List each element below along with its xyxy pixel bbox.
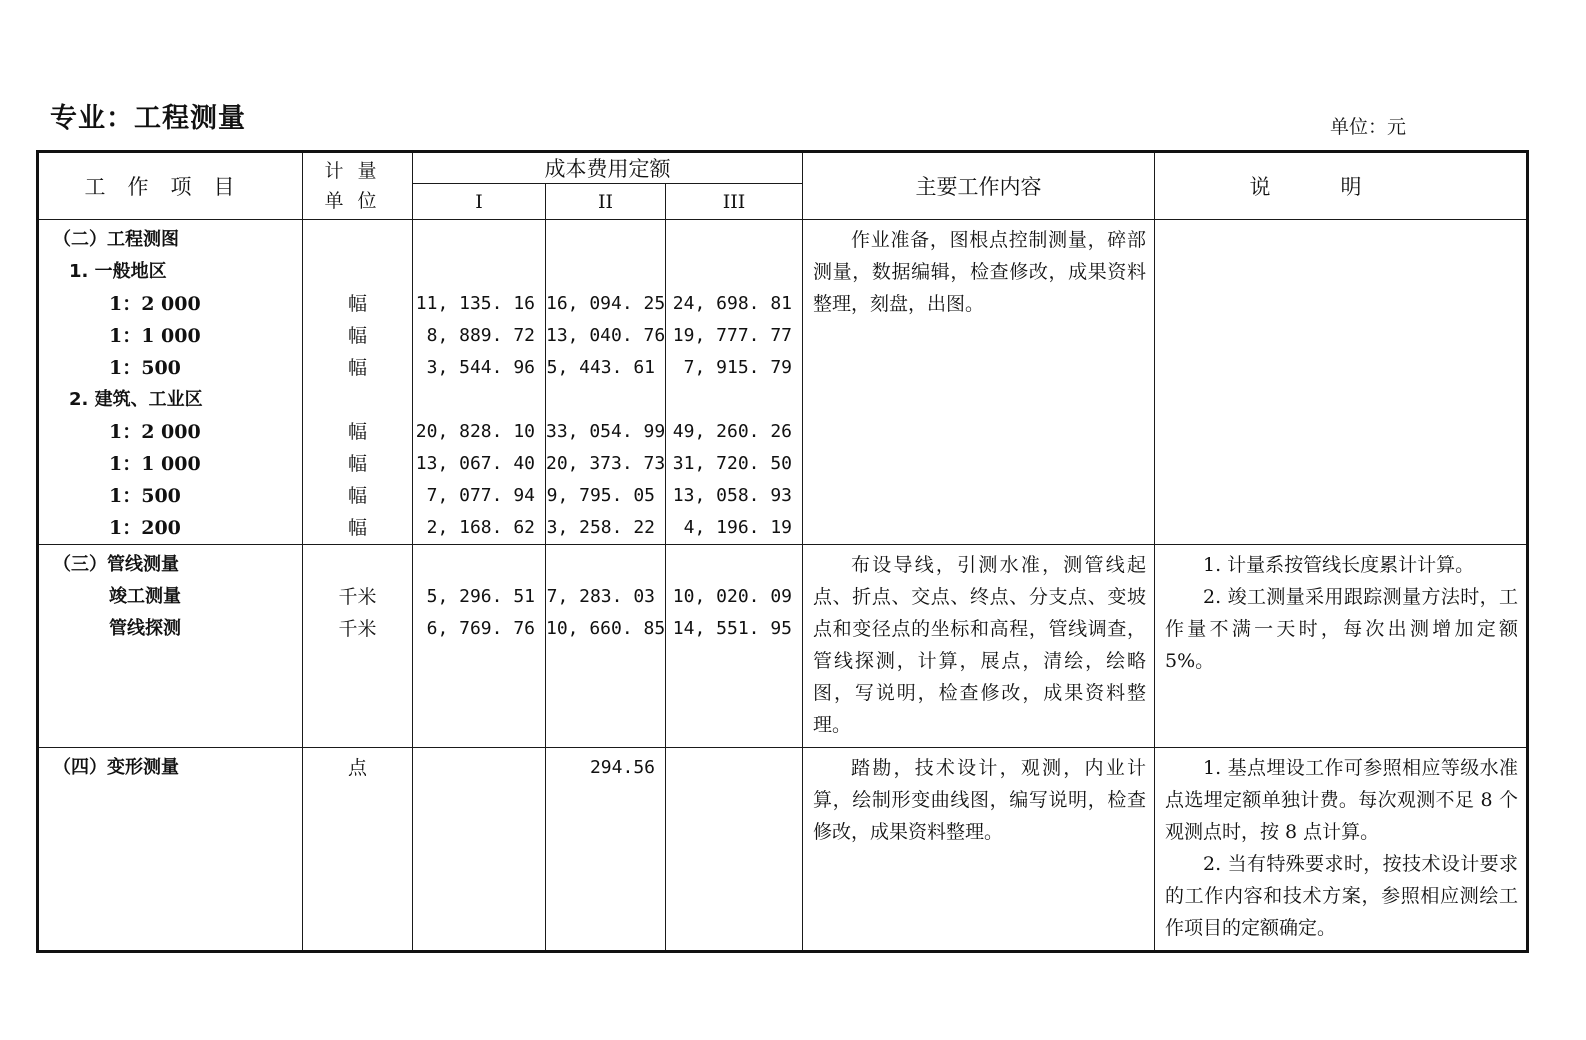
section-heading: （二）工程测图 xyxy=(53,229,179,250)
header-level-3: III xyxy=(666,184,803,220)
value-cell: 11, 135. 16 xyxy=(415,293,535,314)
value-cell: 24, 698. 81 xyxy=(672,293,793,314)
value-cell xyxy=(413,224,545,256)
value-cell: 14, 551. 95 xyxy=(672,618,793,639)
table-row xyxy=(38,545,1528,748)
value-cell xyxy=(546,224,665,256)
content-text: 作业准备，图根点控制测量，碎部测量，数据编辑，检查修改，成果资料整理，刻盘，出图。 xyxy=(813,229,1147,315)
section3-items xyxy=(38,545,303,748)
value-cell xyxy=(666,256,802,288)
content-text: 踏勘，技术设计，观测，内业计算，绘制形变曲线图，编写说明，检查修改，成果资料整理。 xyxy=(813,757,1147,843)
header-level-2: II xyxy=(546,184,666,220)
scale-label: 1：200 xyxy=(109,517,181,539)
value-cell: 13, 040. 76 xyxy=(546,325,666,346)
value-cell xyxy=(413,384,545,416)
note-text: 1. 计量系按管线长度累计计算。 xyxy=(1203,554,1475,576)
value-cell: 4, 196. 19 xyxy=(683,517,793,538)
section2-level2 xyxy=(546,220,666,545)
value-cell: 7, 915. 79 xyxy=(683,357,793,378)
value-cell: 13, 067. 40 xyxy=(415,453,535,474)
section3-level3 xyxy=(666,545,803,748)
section3-note xyxy=(1155,545,1528,748)
unit-cell: 点 xyxy=(347,757,367,779)
value-cell xyxy=(413,549,545,581)
section3-level1 xyxy=(413,545,546,748)
section4-level3 xyxy=(666,748,803,952)
value-cell: 33, 054. 99 xyxy=(546,421,666,442)
value-cell: 10, 660. 85 xyxy=(546,618,666,639)
subsection-heading: 2. 建筑、工业区 xyxy=(69,389,203,410)
unit-cell: 幅 xyxy=(347,421,367,443)
unit-cell: 幅 xyxy=(347,357,367,379)
value-cell: 20, 373. 73 xyxy=(546,453,666,474)
scale-label: 1：500 xyxy=(109,357,181,379)
header-level-1: I xyxy=(413,184,546,220)
section2-content xyxy=(803,220,1155,545)
scale-label: 1：2 000 xyxy=(109,421,201,443)
value-cell: 20, 828. 10 xyxy=(415,421,535,442)
section3-content xyxy=(803,545,1155,748)
page-title: 专业：工程测量 xyxy=(50,103,246,134)
section4-level2 xyxy=(546,748,666,952)
value-cell xyxy=(546,549,665,581)
value-cell: 10, 020. 09 xyxy=(672,586,793,607)
scale-label: 1：2 000 xyxy=(109,293,201,315)
unit-note: 单位：元 xyxy=(1330,116,1407,138)
unit-cell: 幅 xyxy=(347,485,367,507)
unit-cell xyxy=(303,549,412,581)
value-cell: 3, 258. 22 xyxy=(546,517,655,538)
value-cell xyxy=(666,384,802,416)
note-text: 2. 当有特殊要求时，按技术设计要求的工作内容和技术方案，参照相应测绘工作项目的定额确定。 xyxy=(1165,853,1519,939)
note-text: 1. 基点埋设工作可参照相应等级水准点选埋定额单独计费。每次观测不足 8 个观测点时，按 8 点计算。 xyxy=(1165,757,1519,843)
scale-label: 1：1 000 xyxy=(109,325,201,347)
unit-cell: 幅 xyxy=(347,293,367,315)
value-cell xyxy=(546,256,665,288)
value-cell xyxy=(413,256,545,288)
header-work-item: 工作项目 xyxy=(38,152,303,220)
value-cell: 294.56 xyxy=(589,757,655,778)
value-cell: 3, 544. 96 xyxy=(426,357,535,378)
note-text: 2. 竣工测量采用跟踪测量方法时，工作量不满一天时，每次出测增加定额 5%。 xyxy=(1165,586,1519,672)
unit-cell: 幅 xyxy=(347,325,367,347)
value-cell: 5, 296. 51 xyxy=(426,586,535,607)
unit-cell: 千米 xyxy=(338,586,377,608)
value-cell xyxy=(546,384,665,416)
section4-note xyxy=(1155,748,1528,952)
header-main-content: 主要工作内容 xyxy=(803,152,1155,220)
value-cell xyxy=(666,224,802,256)
header-unit: 计量单位 xyxy=(303,152,413,220)
scale-label: 1：1 000 xyxy=(109,453,201,475)
table-row xyxy=(38,748,1528,952)
section2-level3 xyxy=(666,220,803,545)
value-cell: 6, 769. 76 xyxy=(426,618,535,639)
unit-cell xyxy=(303,384,412,416)
section2-units xyxy=(303,220,413,545)
header-note: 说明 xyxy=(1155,152,1528,220)
section4-content xyxy=(803,748,1155,952)
section3-level2 xyxy=(546,545,666,748)
table-row xyxy=(38,220,1528,545)
value-cell: 19, 777. 77 xyxy=(672,325,793,346)
item-label: 管线探测 xyxy=(109,618,181,639)
section4-level1 xyxy=(413,748,546,952)
value-cell: 31, 720. 50 xyxy=(672,453,793,474)
value-cell: 7, 077. 94 xyxy=(426,485,535,506)
value-cell: 2, 168. 62 xyxy=(426,517,535,538)
value-cell: 16, 094. 25 xyxy=(546,293,666,314)
scale-label: 1：500 xyxy=(109,485,181,507)
unit-cell xyxy=(303,224,412,256)
unit-cell xyxy=(303,256,412,288)
section2-level1 xyxy=(413,220,546,545)
value-cell xyxy=(666,752,802,784)
quota-table xyxy=(36,150,1529,953)
value-cell: 49, 260. 26 xyxy=(672,421,793,442)
value-cell: 8, 889. 72 xyxy=(426,325,535,346)
section-heading: （三）管线测量 xyxy=(53,554,179,575)
section-heading: （四）变形测量 xyxy=(53,757,179,778)
value-cell xyxy=(413,752,545,784)
subsection-heading: 1. 一般地区 xyxy=(69,261,167,282)
unit-cell: 幅 xyxy=(347,453,367,475)
value-cell xyxy=(666,549,802,581)
section4-items xyxy=(38,748,303,952)
value-cell: 9, 795. 05 xyxy=(546,485,655,506)
unit-cell: 幅 xyxy=(347,517,367,539)
value-cell: 5, 443. 61 xyxy=(546,357,655,378)
unit-cell: 千米 xyxy=(338,618,377,640)
section2-items xyxy=(38,220,303,545)
header-cost-quota: 成本费用定额 xyxy=(413,152,803,184)
section3-units xyxy=(303,545,413,748)
content-text: 布设导线，引测水准，测管线起点、折点、交点、终点、分支点、变坡点和变径点的坐标和高程，管线调查，管线探测，计算，展点，清绘，绘略图，写说明，检查修改，成果资料整理。 xyxy=(813,554,1147,736)
value-cell: 13, 058. 93 xyxy=(672,485,793,506)
value-cell: 7, 283. 03 xyxy=(546,586,655,607)
section4-units xyxy=(303,748,413,952)
section2-note xyxy=(1155,220,1528,545)
item-label: 竣工测量 xyxy=(109,586,181,607)
